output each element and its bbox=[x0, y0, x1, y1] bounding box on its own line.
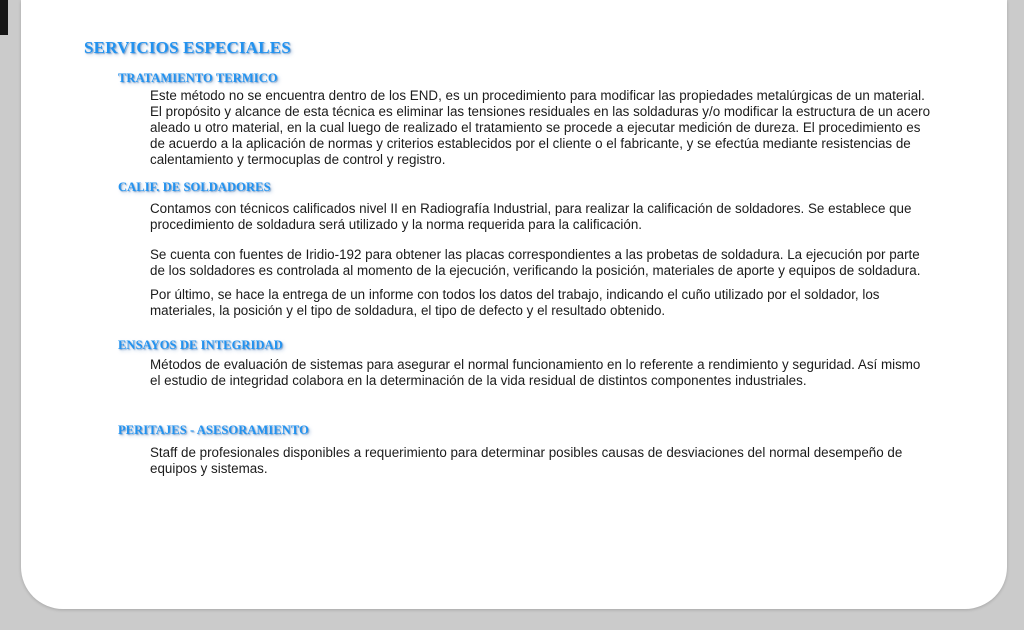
section-peritajes-asesoramiento bbox=[21, 423, 1007, 477]
paragraph-tratamiento-termico: Este método no se encuentra dentro de los END, es un procedimiento para modificar las propiedades metalúrgicas de un material. El propósito y alcance de esta técnica es eliminar las tensiones residuales en las soldaduras y/o modificar la estructura de un acero aleado u otro material, en la cual luego de realizado el tratamiento se procede a ejecutar medición de dureza. El procedimiento es de acuerdo a la aplicación de normas y criterios establecidos por el cliente o el fabricante, y se efectúa mediante resistencias de calentamiento y termocuplas de control y registro. bbox=[150, 88, 931, 167]
section-calif-de-soldadores bbox=[21, 180, 1007, 319]
content-card bbox=[21, 0, 1007, 609]
left-edge-bar bbox=[0, 0, 8, 35]
section-heading-ensayos-de-integridad: ENSAYOS DE INTEGRIDAD bbox=[118, 338, 283, 352]
paragraph-ensayos-integridad: Métodos de evaluación de sistemas para asegurar el normal funcionamiento en lo referente a rendimiento y seguridad. Así mismo el estudio de integridad colabora en la determinación de la vida residual de distintos componentes industriales. bbox=[150, 357, 921, 388]
paragraph-peritajes-asesoramiento: Staff de profesionales disponibles a requerimiento para determinar posibles causas de desviaciones del normal desempeño de equipos y sistemas. bbox=[150, 445, 903, 476]
page-title: SERVICIOS ESPECIALES bbox=[84, 38, 292, 57]
paragraph-calif-soldadores-1: Contamos con técnicos calificados nivel II en Radiografía Industrial, para realizar la calificación de soldadores. Se establece que procedimiento de soldadura será utilizado y la norma requerida para la calificación. bbox=[150, 201, 912, 232]
section-heading-peritajes-asesoramiento: PERITAJES - ASESORAMIENTO bbox=[118, 423, 309, 437]
paragraph-calif-soldadores-2: Se cuenta con fuentes de Iridio-192 para obtener las placas correspondientes a las probetas de soldadura. La ejecución por parte de los soldadores es controlada al momento de la ejecución, verificando la posición, materiales de aporte y equipos de soldadura. bbox=[150, 247, 921, 278]
section-ensayos-de-integridad bbox=[21, 338, 1007, 389]
section-heading-tratamiento-termico: TRATAMIENTO TERMICO bbox=[118, 71, 278, 85]
section-heading-calif-de-soldadores: CALIF. DE SOLDADORES bbox=[118, 180, 271, 194]
section-tratamiento-termico bbox=[21, 71, 1007, 168]
paragraph-calif-soldadores-3: Por último, se hace la entrega de un informe con todos los datos del trabajo, indicando el cuño utilizado por el soldador, los materiales, la posición y el tipo de soldadura, el tipo de defecto y el resultado obtenido. bbox=[150, 287, 880, 318]
